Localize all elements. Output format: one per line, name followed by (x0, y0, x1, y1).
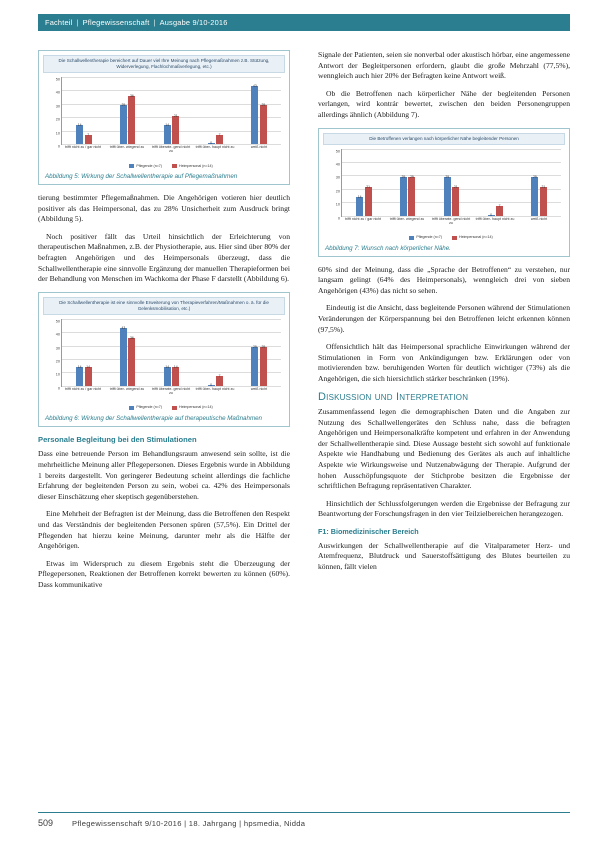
chart-legend-label: Pflegende (n=7) (416, 235, 442, 240)
chart-y-tick-label: 40 (335, 162, 340, 167)
chart-y-tick-label: 20 (55, 359, 60, 364)
chart-x-tick-label: trifft nicht zu / gar nicht (64, 386, 102, 391)
chart-bar (164, 367, 171, 386)
chart-bar-group (386, 149, 430, 216)
left-paragraph-5: Etwas im Widerspruch zu diesem Ergebnis steht die Überzeugung der Pflegepersonen, Reaktionen der Betroffenen korrekt bewerten zu können (60%). Dass kommunikative (38, 558, 290, 589)
figure-6-chart (45, 317, 283, 413)
chart-legend-label: Heimpersonal (n=14) (179, 163, 213, 168)
chart-bar-group (193, 77, 237, 144)
breadcrumb-item-2: Pflegewissenschaft (82, 18, 150, 27)
chart-legend (61, 161, 281, 171)
chart-bar (408, 174, 415, 216)
chart-x-axis-labels (61, 145, 281, 159)
chart-x-tick-label: trifft überwie- gend nicht zu (151, 386, 191, 396)
chart-bar (128, 93, 135, 144)
breadcrumb (38, 18, 228, 27)
chart-bar (251, 86, 258, 144)
chart-x-tick-label: trifft nicht zu / gar nicht (64, 145, 102, 149)
left-paragraph-4: Eine Mehrheit der Befragten ist der Meinung, dass die Betroffenen den Respekt und das Verständnis der begleitenden Personen spüren (57,5%). Ein Drittel der Pflegenden hat hierzu keine Meinung, darunter mehr als die Hälfte der Angehörigen. (38, 509, 290, 551)
chart-y-tick-label: 0 (337, 216, 340, 221)
chart-y-tick-label: 50 (335, 149, 340, 154)
chart-bar-value-label: 29 (445, 174, 450, 179)
chart-x-tick-label: weiß nicht (530, 216, 548, 221)
chart-bar-value-label: 43 (121, 326, 126, 331)
chart-bar (216, 376, 223, 385)
figure-7-caption: Abbildung 7: Wunsch nach körperlicher Nähe. (325, 244, 451, 252)
chart-y-tick-label: 0 (57, 386, 60, 391)
chart-bar (400, 174, 407, 216)
chart-legend-item (172, 161, 213, 172)
chart-legend-label: Heimpersonal (n=14) (179, 405, 213, 410)
right-paragraph-1: Signale der Patienten, seien sie nonverbal oder akustisch hörbar, eine angemessene Antwort der Begleitpersonen erfordern, glaubt die große Mehrzahl (77,5%), wenngleich auch hier 20% der Befragten keine Antwort weiß. (318, 50, 570, 81)
chart-bar-group (430, 149, 474, 216)
chart-bar-groups (62, 319, 281, 386)
heading-f1-biomedizinischer-bereich: F1: Biomedizinischer Bereich (318, 527, 419, 537)
chart-y-tick-label: 50 (55, 319, 60, 324)
chart-legend-item (129, 161, 162, 172)
chart-legend-item (172, 402, 213, 413)
chart-x-axis-labels (61, 387, 281, 401)
chart-legend (341, 233, 561, 243)
chart-legend-label: Pflegende (n=7) (136, 405, 162, 410)
chart-y-tick-label: 40 (55, 90, 60, 95)
right-paragraph-2: Ob die Betroffenen nach körperlicher Nähe der begleitenden Personen verlangen, wird kontrár bewertet, zwischen den beiden Personengruppen allerdings ähnlich (Abbildung 7). (318, 88, 570, 119)
left-paragraph-1: tierung bestimmter Pflegemaßnahmen. Die Angehörigen votieren hier deutlich positiver als das Heimpersonal, das zu 28% Unsicherheit zum Ausdruck bringt (Abbildung 5). (38, 193, 290, 224)
chart-legend-item (452, 232, 493, 243)
chart-bar (531, 174, 538, 216)
chart-bar-group (62, 319, 106, 386)
chart-bar-value-label: 43 (252, 84, 257, 89)
chart-bar-group (193, 319, 237, 386)
chart-bar-value-label: 0 (490, 212, 492, 217)
chart-bar (85, 132, 92, 144)
chart-bar-value-label: 21 (366, 185, 371, 190)
chart-bar-value-label: 7 (498, 204, 501, 209)
chart-bar (120, 105, 127, 144)
heading-diskussion-interpretation: Diskussion und Interpretation (318, 390, 469, 403)
chart-bar (85, 367, 92, 386)
chart-bar-value-label: 21 (541, 185, 546, 190)
chart-legend-item (129, 402, 162, 413)
chart-bar-value-label: 0 (210, 141, 212, 146)
chart-y-tick-label: 0 (57, 144, 60, 149)
heading-personale-begleitung: Personale Begleitung bei den Stimulationen (38, 434, 197, 444)
left-column (38, 50, 290, 597)
chart-bar-value-label: 29 (401, 174, 406, 179)
figure-6-caption: Abbildung 6: Wirkung der Schallwellentherapie auf therapeutische Maßnahmen (45, 414, 262, 422)
chart-bar-groups (62, 77, 281, 144)
chart-bar-value-label: 29 (261, 344, 266, 349)
chart-legend-label: Pflegende (n=7) (136, 163, 162, 168)
chart-x-axis-labels (341, 217, 561, 231)
right-paragraph-8: Auswirkungen der Schallwellentherapie auf die Vitalparameter Herz- und Atemfrequenz, Blutdruck und Sauerstoffsättigung des Blutes beurteilen zu können, fällt vielen (318, 540, 570, 571)
chart-x-tick-label: trifft über- haupt nicht zu (195, 145, 235, 149)
chart-bar-group (106, 77, 150, 144)
chart-bar (208, 143, 215, 144)
chart-legend-swatch (172, 406, 177, 410)
figure-7-chart (325, 147, 563, 243)
chart-bar (172, 367, 179, 386)
chart-legend-swatch (409, 236, 414, 240)
chart-y-tick-label: 10 (55, 131, 60, 136)
chart-x-tick-label: weiß nicht (250, 145, 268, 149)
chart-bar (540, 187, 547, 215)
chart-legend-swatch (452, 236, 457, 240)
right-paragraph-4: Eindeutig ist die Ansicht, dass begleitende Personen während der Stimulationen Veränderungen der Körperspannung bei den Betroffenen leicht erkennen können (97,5%). (318, 303, 570, 334)
chart-bar-group (106, 319, 150, 386)
footer (38, 818, 570, 828)
chart-bar (452, 187, 459, 215)
chart-bar-value-label: 14 (86, 365, 91, 369)
chart-bar-group (517, 149, 561, 216)
page-number: 509 (38, 818, 54, 828)
chart-bar-group (473, 149, 517, 216)
chart-x-tick-label: trifft über- haupt nicht zu (475, 216, 515, 221)
chart-bar (356, 194, 363, 216)
chart-bar (216, 132, 223, 144)
chart-bar-value-label: 29 (532, 174, 537, 179)
chart-legend-swatch (129, 164, 134, 168)
chart-bar (260, 105, 267, 144)
chart-x-tick-label: trifft über- wiegend zu (109, 145, 145, 149)
chart-bar-value-label: 36 (130, 335, 134, 340)
chart-bar-value-label: 14 (77, 365, 82, 369)
chart-legend (61, 403, 281, 413)
chart-bar-group (342, 149, 386, 216)
breadcrumb-separator: | (153, 18, 156, 27)
chart-bar-group (237, 77, 281, 144)
chart-bar-value-label: 29 (410, 174, 414, 179)
footer-divider (38, 812, 570, 813)
chart-y-tick-label: 20 (335, 189, 340, 194)
chart-bar-value-label: 7 (218, 374, 221, 379)
chart-y-tick-label: 40 (55, 332, 60, 337)
figure-5 (38, 50, 290, 185)
chart-y-tick-label: 30 (335, 175, 340, 180)
chart-legend-swatch (172, 164, 177, 168)
breadcrumb-item-1: Fachteil (45, 18, 73, 27)
chart-y-tick-label: 20 (55, 117, 60, 122)
breadcrumb-item-3: Ausgabe 9/10-2016 (159, 18, 228, 27)
chart-bar-value-label: 7 (87, 132, 90, 137)
chart-bar-value-label: 14 (173, 365, 178, 369)
chart-bar-value-label: 7 (218, 132, 221, 137)
chart-bar-value-label: 21 (453, 185, 458, 190)
left-paragraph-3: Dass eine betreuende Person im Behandlungsraum anwesend sein sollte, ist die mehrheitliche Meinung aller Pflegepersonen. Dieses Ergebnis wurde in Abbildung 1 bereits dargestellt. Von geringerer Bedeutung scheint allerdings die fachliche Erfahrung der begleitenden Person zu sein, wobei ca. 42% des Heimpersonals dieser Einschätzung eher skeptisch gegenüberstehen. (38, 449, 290, 501)
chart-bar-value-label: 36 (130, 93, 134, 98)
chart-bar (76, 125, 83, 144)
chart-bar-group (62, 77, 106, 144)
chart-bar-group (237, 319, 281, 386)
chart-legend-swatch (129, 406, 134, 410)
chart-bar-value-label: 21 (173, 113, 178, 118)
chart-x-tick-label: trifft überwie- gend nicht zu (431, 216, 471, 225)
chart-bar-value-label: 14 (357, 194, 362, 199)
figure-7 (318, 128, 570, 257)
chart-bar (172, 113, 179, 144)
chart-legend-label: Heimpersonal (n=14) (459, 235, 493, 240)
right-paragraph-7: Hinsichtlich der Schlussfolgerungen werden die Ergebnisse der Befragung zur Beantwortung der Forschungsfragen in den vier Teilzielbereichen herangezogen. (318, 498, 570, 519)
left-paragraph-2: Noch positiver fällt das Urteil hinsichtlich der Erleichterung von therapeutischen Maßnahmen, z.B. der Physiotherapie, aus. Hier sind über 80% der befragten Angehörigen und des Heimpersonals überzeugt, dass die Schallwellentherapie eine sinnvolle Ergänzung der manuellen Therapieformen bei der Behandlung von Menschen im Wachkoma der Phase F darstellt (Abbildung 6). (38, 231, 290, 284)
figure-5-chart (45, 75, 283, 171)
chart-legend-item (409, 232, 442, 243)
chart-bar (444, 174, 451, 216)
chart-bar-group (150, 77, 194, 144)
right-paragraph-3: 60% sind der Meinung, dass die „Sprache der Betroffenen“ zu verstehen, nur langsam gelingt (64% des Heimpersonals), wenngleich drei von sieben Angehörigen (43%) das nicht so sehen. (318, 264, 570, 295)
chart-bar-value-label: 0 (210, 383, 212, 388)
chart-bar (365, 187, 372, 215)
chart-x-tick-label: trifft nicht zu / gar nicht (344, 216, 382, 221)
figure-6-title: Die Schallwellentherapie ist eine sinnvolle Erweiterung von Therapieverfahren/Maßnahmen o. ä. für die Gelenksmobilisation, etc.) (43, 297, 285, 315)
chart-bar (164, 125, 171, 144)
chart-y-tick-label: 10 (55, 372, 60, 377)
figure-5-caption: Abbildung 5: Wirkung der Schallwellentherapie auf Pflegemaßnahmen (45, 173, 238, 180)
chart-bar (128, 335, 135, 386)
chart-y-tick-label: 10 (335, 202, 340, 207)
chart-bar-value-label: 14 (165, 123, 170, 128)
chart-bar (488, 212, 495, 217)
breadcrumb-separator: | (76, 18, 79, 27)
right-column (318, 50, 570, 579)
chart-y-tick-label: 50 (55, 77, 60, 82)
right-paragraph-5: Offensichtlich hält das Heimpersonal sprachliche Einwirkungen während der Stimulationen in Form von Ankündigungen bzw. Erklärungen oder von motivierenden bzw. beruhigenden Worten für deutlich wichtiger (73%) als die Angehörigen, die sich hiersichtlich stärker beschränken (19%). (318, 342, 570, 383)
chart-x-tick-label: trifft über- haupt nicht zu (195, 386, 235, 391)
chart-bar (76, 367, 83, 386)
chart-bar-value-label: 29 (261, 103, 266, 108)
chart-bar-group (150, 319, 194, 386)
chart-y-tick-label: 30 (55, 104, 60, 109)
chart-bar-groups (342, 149, 561, 216)
header-bar (38, 14, 570, 31)
chart-x-tick-label: trifft über- wiegend zu (389, 216, 425, 221)
chart-bar-value-label: 29 (252, 344, 257, 349)
footer-text: Pflegewissenschaft 9/10-2016 | 18. Jahrgang | hpsmedia, Nidda (72, 819, 306, 828)
chart-x-tick-label: weiß nicht (250, 386, 268, 391)
chart-x-tick-label: trifft überwie- gend nicht zu (151, 145, 191, 154)
chart-bar (120, 328, 127, 386)
right-paragraph-6: Zusammenfassend legen die demographischen Daten und die Angaben zur Nutzung des Schallwellengerätes den Schluss nahe, dass die befragten Angehörigen und Heimpersonalkräfte kompetent und erfahren in der Anwendung der Schallwellentherapie sind. Diese Aussage besteht sich sowohl auf funktionale Aspekte wie Handhabung und Bedienung des Gerätes als auch auf inhaltliche Aspekte wie Wirkungsweise und Nutzenabwägung der Therapie. Aufgrund der hohen Ausschöpfungsquote der Stichprobe besitzen die Ergebnisse der schriftlichen Befragung repräsentativen Charakter. (318, 407, 570, 491)
chart-bar (208, 385, 215, 386)
figure-7-title: Die Betroffenen verlangen nach körperlicher Nähe begleitender Personen (323, 133, 565, 145)
chart-x-tick-label: trifft über- wiegend zu (109, 386, 145, 391)
chart-y-tick-label: 30 (55, 346, 60, 351)
figure-5-title: Die Schallwellentherapie bereichert auf Dauer viel Ihre Meinung nach Pflegemaßnahmen z.B. Stützung, Widerverlegung, Flachlochmaßverlegung, etc.) (43, 55, 285, 73)
figure-6 (38, 292, 290, 427)
chart-bar (260, 344, 267, 386)
chart-bar-value-label: 14 (165, 365, 170, 369)
chart-bar-value-label: 14 (77, 123, 82, 128)
chart-bar-value-label: 29 (121, 103, 126, 108)
chart-bar (496, 206, 503, 215)
chart-bar (251, 344, 258, 386)
